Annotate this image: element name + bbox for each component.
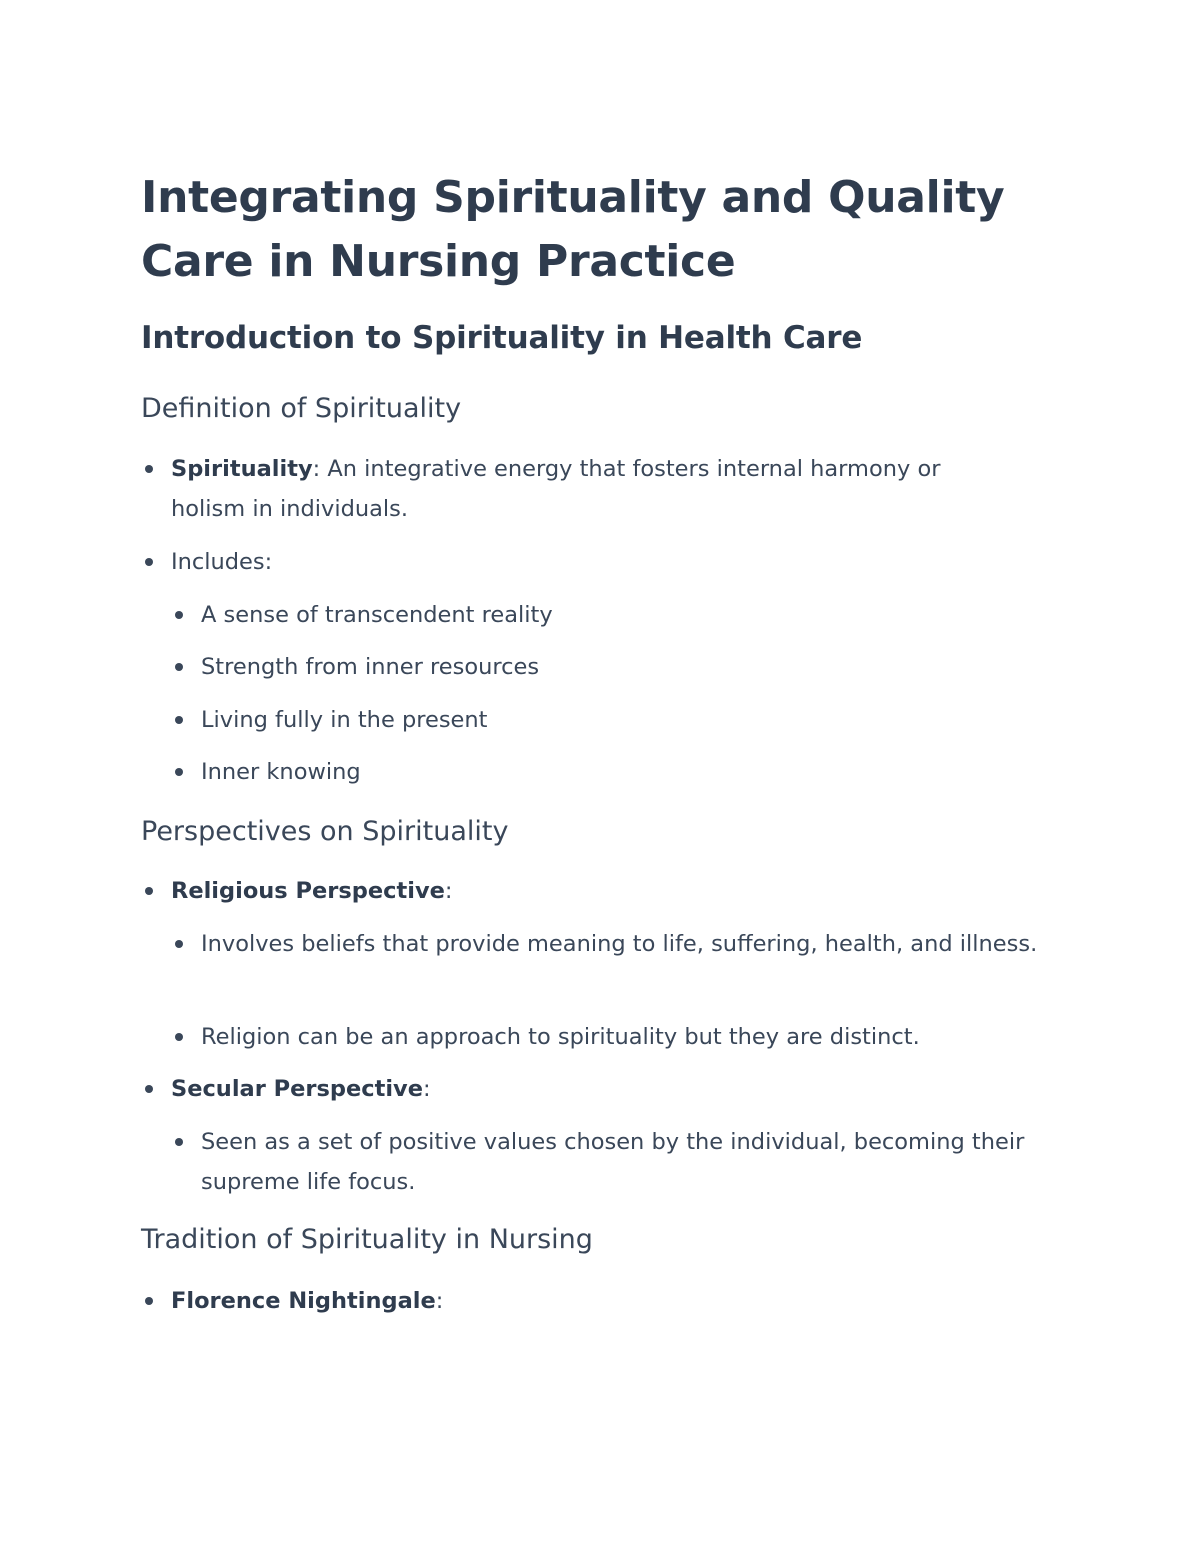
bullet-icon <box>145 1297 153 1305</box>
bullet-icon <box>175 611 183 619</box>
subheading-tradition: Tradition of Spirituality in Nursing <box>141 1224 593 1255</box>
term-secular-perspective: Secular Perspective <box>171 1076 423 1102</box>
term-suffix: : <box>422 1076 431 1102</box>
list-item-text: Inner knowing <box>201 759 361 785</box>
includes-label: Includes: <box>171 549 273 575</box>
list-item-secular <box>171 1069 1011 1109</box>
list-item-religion-approach <box>201 1017 1041 1057</box>
list-item-nightingale <box>171 1281 1011 1321</box>
section-heading-introduction: Introduction to Spirituality in Health Care <box>141 320 863 356</box>
list-item-text: Involves beliefs that provide meaning to life, suffering, health, and illness. <box>201 931 1038 957</box>
bullet-icon <box>145 465 153 473</box>
list-item-strength <box>201 647 1041 687</box>
bullet-icon <box>145 558 153 566</box>
list-item-secular-values <box>201 1122 1041 1202</box>
subheading-definition: Definition of Spirituality <box>141 393 462 424</box>
bullet-icon <box>145 1085 153 1093</box>
term-florence-nightingale: Florence Nightingale <box>171 1288 436 1314</box>
list-item-text: Strength from inner resources <box>201 654 540 680</box>
list-item-inner-knowing <box>201 752 1041 792</box>
document-page <box>141 166 1041 1314</box>
bullet-icon <box>145 887 153 895</box>
list-item-religious <box>171 871 1011 911</box>
list-item-text: Living fully in the present <box>201 707 488 733</box>
subheading-perspectives: Perspectives on Spirituality <box>141 816 509 847</box>
list-item-religious-beliefs <box>201 924 1041 964</box>
page-title: Integrating Spirituality and Quality Care in Nursing Practice <box>141 172 1005 287</box>
list-item-includes <box>171 542 1011 582</box>
list-item-spirituality <box>171 449 1011 529</box>
term-religious-perspective: Religious Perspective <box>171 878 445 904</box>
list-item-text: Seen as a set of positive values chosen by the individual, becoming their supreme life focus. <box>201 1129 1025 1195</box>
bullet-icon <box>175 1033 183 1041</box>
term-spirituality: Spirituality <box>171 456 313 482</box>
list-item-text: Religion can be an approach to spirituality but they are distinct. <box>201 1024 920 1050</box>
bullet-icon <box>175 716 183 724</box>
term-suffix: : <box>444 878 453 904</box>
list-item-text: A sense of transcendent reality <box>201 602 553 628</box>
list-item-transcendent <box>201 595 1041 635</box>
definition-spirituality-text: : An integrative energy that fosters internal harmony or holism in individuals. <box>171 456 941 522</box>
bullet-icon <box>175 663 183 671</box>
bullet-icon <box>175 1138 183 1146</box>
bullet-icon <box>175 940 183 948</box>
bullet-icon <box>175 768 183 776</box>
term-suffix: : <box>435 1288 444 1314</box>
list-item-living <box>201 700 1041 740</box>
